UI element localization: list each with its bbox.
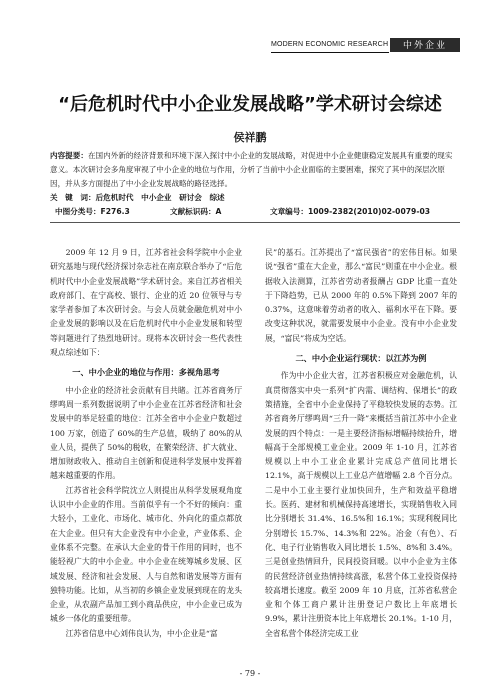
article-id: 文章编号：1009-2382(2010)02-0079-03	[270, 207, 431, 216]
paragraph: 中小企业的经济社会贡献有目共睹。江苏省商务厅缪鸣周一系列数据说明了中小企业在江苏省经济和社会发展中的举足轻重的地位：江苏全省中小企业户数超过 100 万家，创造了 60%的生产总值，吸纳了 80%的从业人员，提供了 50%的税收，在繁荣经济、扩大就业、增加财政收入、推动自主创新和促进科学发展中发挥着越来越重要的作用。	[50, 385, 242, 481]
keywords	[50, 191, 460, 205]
paragraph: 江苏省社会科学院沈立人则提出从科学发展观角度认识中小企业的作用。当前似乎有一个不好的倾向：重大轻小，工业化、市场化、城市化、外向化的重点都放在大企业。但只有大企业没有中小企业，产业体系、企业体系不完整。在承认大企业的骨干作用的同时，也不能轻视广大的中小企业。中小企业在统筹城乡发展、区域发展、经济和社会发展、人与自然和谐发展等方面有独特功能。比如，从当初的乡镇企业发展到现在的龙头企业，从农副产品加工到小商品供应，中小企业已成为城乡一体化的重要纽带。	[50, 485, 242, 624]
left-column	[50, 246, 242, 641]
section-heading-2: 二、中小企业运行现状：以江苏为例	[295, 353, 427, 364]
divider	[50, 222, 460, 223]
paragraph: 江苏省信息中心刘伟良认为，中小企业是“富	[65, 628, 218, 638]
abstract	[50, 149, 460, 205]
author-name: 侯祥鹏	[233, 131, 267, 144]
keywords-label: 关 键 词：	[50, 193, 96, 202]
section-heading-1: 一、中小企业的地位与作用：多视角思考	[72, 367, 220, 378]
document-code: 文献标识码：A	[170, 207, 222, 216]
paragraph: 民”的基石。江苏提出了“富民强省”的宏伟目标。如果说“强省”重在大企业，那么“富民”则重在中小企业。根据收入法测算，江苏省劳动者报酬占 GDP 比重一直处于下降趋势，已从 2000 年的 0.5%下降到 2007 年的 0.37%，这意味着劳动者的收入、福利水平在下降。要改变这种状况，就需要发展中小企业。没有中小企业发展，“富民”将成为空话。	[265, 248, 457, 343]
paragraph: 2009 年 12 月 9 日，江苏省社会科学院中小企业研究基地与现代经济探讨杂志社在南京联合举办了“后危机时代中小企业发展战略”学术研讨会。来自江苏省相关政府部门、在宁高校、银行、企业的近 20 位领导与专家学者参加了本次研讨会。与会人员就金融危机对中小企业发展的影响以及在后危机时代中小企业发展和转型等问题进行了热烈地研讨。现将本次研讨会一些代表性观点综述如下：	[50, 248, 242, 358]
right-column	[265, 246, 457, 641]
page-number: - 79 -	[239, 669, 261, 678]
paragraph: 作为中小企业大省，江苏省积极应对金融危机，认真贯彻落实中央一系列“扩内需、调结构、保增长”的政策措施，全省中小企业保持了平稳较快发展的态势。江苏省商务厅缪鸣周“三升一降”来概括当前江苏中小企业发展的四个特点：一是主要经济指标增幅持续抬升，增幅高于全部规模工业企业。2009 年 1-10 月，江苏省规模以上中小工业企业累计完成总产值同比增长 12.1%，高于规模以上工业总产值增幅 2.8 个百分点。二是中小工业主要行业加快回升，生产和效益平稳增长。医药、建材和机械保持高速增长，实现销售收入同比分别增长 31.4%、16.5%和 16.1%；实现利税同比分别增长 15.7%、14.3%和 22%。冶金（有色）、石化、电子行业销售收入同比增长 1.5%、8%和 3.4%。三是创业热情回升，民间投资回暖。以中小企业为主体的民营经济创业热情持续高涨，私营个体工业投资保持较高增长速度。截至 2009 年 10 月底，江苏省私营企业和个体工商户累计注册登记户数比上年底增长 9.9%，累计注册资本比上年底增长 20.1%。1-10 月，全省私营个体经济完成工业	[265, 371, 457, 638]
article-title: “后危机时代中小企业发展战略”学术研讨会综述	[58, 94, 442, 115]
journal-name: MODERN ECONOMIC RESEARCH	[271, 38, 389, 53]
abstract-text: 在国内外新的经济背景和环境下深入探讨中小企业的发展战略，对促进中小企业健康稳定发展具有重要的现实意义。本次研讨会多角度审视了中小企业的地位与作用，分析了当前中小企业面临的主要困难，探究了其中的深层次原因，并从多方面提出了中小企业发展战略的路径选择。	[50, 151, 453, 188]
clc-number: 中图分类号：F276.3	[55, 207, 130, 216]
keywords-text: 后危机时代 中小企业 研讨会 综述	[95, 193, 225, 202]
abstract-body	[50, 149, 460, 191]
abstract-label: 内容提要：	[50, 151, 88, 160]
section-badge: 中外企业	[390, 38, 460, 52]
running-header	[0, 38, 500, 54]
